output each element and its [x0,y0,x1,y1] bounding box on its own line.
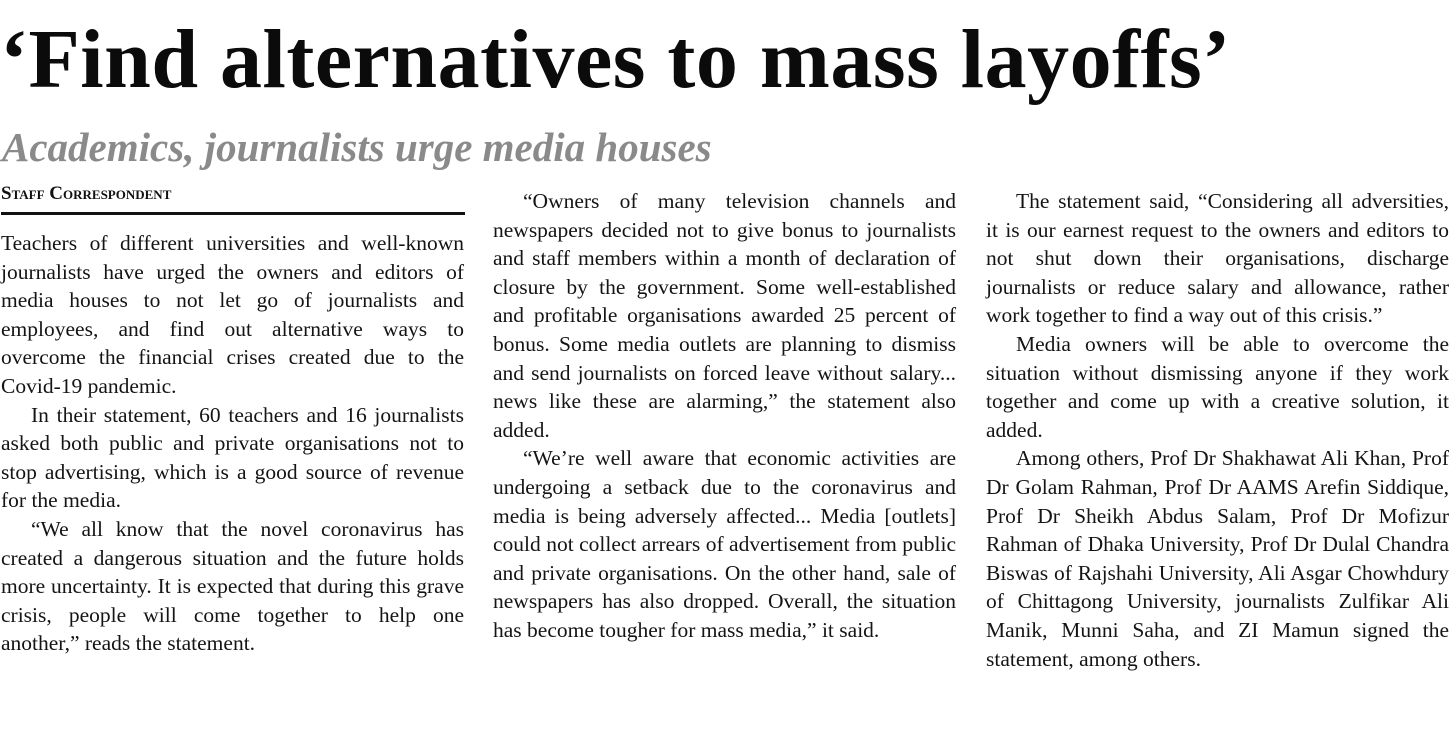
article-paragraph: In their statement, 60 teachers and 16 journalists asked both public and private organisations not to stop advertising, which is a good source of revenue for the media. [1,402,464,513]
article-paragraph: “Owners of many television channels and newspapers decided not to give bonus to journalists and staff members within a month of declaration of closure by the government. Some well-established and profitable organisations awarded 25 percent of bonus. Some media outlets are planning to dismiss and send journalists on forced leave without salary... news like these are alarming,” the statement also added. [493,189,956,442]
headline: ‘Find alternatives to mass layoffs’ [0,13,1231,106]
subheadline: Academics, journalists urge media houses [2,124,712,170]
byline-divider [1,212,465,215]
article-paragraph: Among others, Prof Dr Shakhawat Ali Khan, Prof Dr Golam Rahman, Prof Dr AAMS Arefin Siddique, Prof Dr Sheikh Abdus Salam, Prof Dr Mofizur Rahman of Dhaka University, Prof Dr Dulal Chandra Biswas of Rajshahi University, Ali Asgar Chowhdury of Chittagong University, journalists Zulfikar Ali Manik, Munni Saha, and ZI Mamun signed the statement, among others. [986,446,1449,671]
article-paragraph: Media owners will be able to overcome the situation without dismissing anyone if they work together and come up with a creative solution, it added. [986,331,1449,442]
article-column-2 [493,187,956,645]
article-paragraph: Teachers of different universities and well-known journalists have urged the owners and editors of media houses to not let go of journalists and employees, and find out alternative ways to overcome the financial crises created due to the Covid-19 pandemic. [1,231,464,398]
article-paragraph: “We all know that the novel coronavirus has created a dangerous situation and the future holds more uncertainty. It is expected that during this grave crisis, people will come together to help one another,” reads the statement. [1,516,464,656]
article-paragraph: “We’re well aware that economic activities are undergoing a setback due to the coronavirus and media is being adversely affected... Media [outlets] could not collect arrears of advertisement from public and private organisations. On the other hand, sale of newspapers has also dropped. Overall, the situation has become tougher for mass media,” it said. [493,446,956,642]
article-column-3 [986,187,1449,673]
byline: Staff Correspondent [1,183,172,204]
article-column-1 [1,229,464,658]
article-paragraph: The statement said, “Considering all adversities, it is our earnest request to the owners and editors to not shut down their organisations, discharge journalists or reduce salary and allowance, rather work together to find a way out of this crisis.” [986,189,1449,328]
